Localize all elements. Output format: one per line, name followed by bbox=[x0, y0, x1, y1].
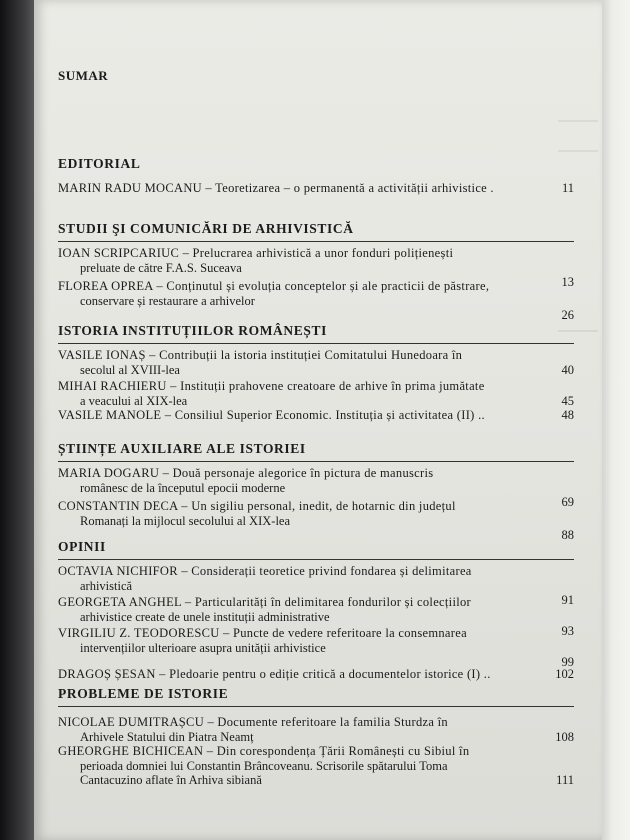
entry-text: NICOLAE DUMITRAȘCU – Documente referitoare la familia Sturdza în bbox=[58, 715, 448, 729]
entry-page-number: 45 bbox=[561, 393, 574, 408]
entry-text: GEORGETA ANGHEL – Particularități în delimitarea fondurilor și colecțiilor bbox=[58, 595, 472, 609]
entry-text-continued: arhivistică bbox=[80, 578, 133, 593]
entry-text: IOAN SCRIPCARIUC – Prelucrarea arhivistică a unor fonduri polițienești bbox=[58, 246, 454, 260]
entry-page-number: 102 bbox=[555, 667, 574, 681]
entry-page-number: 26 bbox=[561, 307, 574, 322]
entry-text: DRAGOȘ ȘESAN – Pledoarie pentru o ediție critică a documentelor istorice (I) .. bbox=[58, 667, 491, 681]
section-title: ȘTIINȚE AUXILIARE ALE ISTORIEI bbox=[58, 441, 306, 456]
section-rule bbox=[58, 461, 574, 462]
toc-entry bbox=[58, 408, 574, 423]
entry-text-continued: perioada domniei lui Constantin Brâncoveanu. Scrisorile spătarului Toma bbox=[80, 758, 448, 773]
section-opinii bbox=[58, 538, 574, 682]
entry-page-number: 48 bbox=[561, 408, 574, 422]
section-rule bbox=[58, 241, 574, 242]
background-surface-right bbox=[600, 0, 630, 840]
entry-text-continued: Romanați la mijlocul secolului al XIX-lea bbox=[80, 513, 291, 528]
toc-entry bbox=[58, 379, 574, 408]
entry-page-number: 13 bbox=[561, 274, 574, 289]
entry-text-continued: arhivistice create de unele instituții administrative bbox=[80, 609, 330, 624]
entry-text: VASILE MANOLE – Consiliul Superior Economic. Instituția și activitatea (II) .. bbox=[58, 408, 485, 422]
entry-page-number: 40 bbox=[561, 362, 574, 377]
section-probleme-de-istorie bbox=[58, 685, 574, 788]
entry-text-continued: Cantacuzino aflate în Arhiva sibiană bbox=[80, 773, 262, 787]
section-rule bbox=[58, 343, 574, 344]
section-title: PROBLEME DE ISTORIE bbox=[58, 686, 229, 701]
book-page bbox=[34, 0, 602, 840]
toc-entry bbox=[58, 499, 574, 542]
entry-text-continued: a veacului al XIX-lea bbox=[80, 393, 188, 408]
section-stiinte-auxiliare bbox=[58, 440, 574, 542]
entry-text: GHEORGHE BICHICEAN – Din corespondența Țării Românești cu Sibiul în bbox=[58, 744, 470, 758]
entry-page-number: 111 bbox=[556, 773, 574, 787]
toc-entry bbox=[58, 279, 574, 322]
page-title: SUMAR bbox=[58, 68, 109, 83]
section-title: STUDII ŞI COMUNICĂRI DE ARHIVISTICĂ bbox=[58, 221, 354, 236]
toc-entry bbox=[58, 181, 574, 196]
entry-page-number: 88 bbox=[561, 527, 574, 542]
toc-entry bbox=[58, 623, 574, 669]
entry-page-number: 108 bbox=[555, 729, 574, 744]
section-title: EDITORIAL bbox=[58, 156, 141, 171]
entry-text-continued: românesc de la începutul epocii moderne bbox=[80, 480, 286, 495]
entry-page-number: 69 bbox=[561, 494, 574, 509]
entry-text: OCTAVIA NICHIFOR – Considerații teoretice privind fondarea și delimitarea bbox=[58, 564, 472, 578]
bleed-through-line bbox=[558, 120, 598, 122]
entry-page-number: 99 bbox=[561, 654, 574, 669]
entry-page-number: 11 bbox=[561, 181, 574, 195]
entry-text: CONSTANTIN DECA – Un sigiliu personal, inedit, de hotarnic din județul bbox=[58, 499, 456, 513]
toc-entry bbox=[58, 667, 574, 682]
section-title: ISTORIA INSTITUȚIILOR ROMÂNEȘTI bbox=[58, 323, 327, 338]
entry-text-continued: secolul al XVIII-lea bbox=[80, 362, 180, 377]
entry-text: MARIA DOGARU – Două personaje alegorice în pictura de manuscris bbox=[58, 466, 434, 480]
section-rule bbox=[58, 559, 574, 560]
entry-text: MARIN RADU MOCANU – Teoretizarea – o permanentă a activității arhivistice . bbox=[58, 181, 494, 195]
entry-text: VIRGILIU Z. TEODORESCU – Puncte de vedere referitoare la consemnarea bbox=[58, 626, 467, 640]
section-istoria-institutiilor bbox=[58, 322, 574, 423]
toc-entry bbox=[58, 744, 574, 788]
bleed-through-line bbox=[558, 150, 598, 152]
entry-page-number: 91 bbox=[561, 592, 574, 607]
entry-text: MIHAI RACHIERU – Instituții prahovene creatoare de arhive în prima jumătate bbox=[58, 379, 485, 393]
section-editorial bbox=[58, 155, 574, 196]
background-surface-left bbox=[0, 0, 34, 840]
entry-page-number: 93 bbox=[561, 623, 574, 638]
section-rule bbox=[58, 706, 574, 707]
toc-entry bbox=[58, 715, 574, 744]
toc-entry bbox=[58, 348, 574, 377]
entry-text-continued: preluate de către F.A.S. Suceava bbox=[80, 260, 242, 275]
entry-text-continued: Arhivele Statului din Piatra Neamț bbox=[80, 729, 254, 744]
section-studii bbox=[58, 220, 574, 322]
entry-text-continued: intervențiilor ulterioare asupra unității arhivistice bbox=[80, 640, 326, 655]
entry-text: FLOREA OPREA – Conținutul și evoluția conceptelor și ale practicii de păstrare, bbox=[58, 279, 490, 293]
section-title: OPINII bbox=[58, 539, 106, 554]
entry-text: VASILE IONAȘ – Contribuții la istoria instituției Comitatului Hunedoara în bbox=[58, 348, 463, 362]
entry-text-continued: conservare și restaurare a arhivelor bbox=[80, 293, 255, 308]
